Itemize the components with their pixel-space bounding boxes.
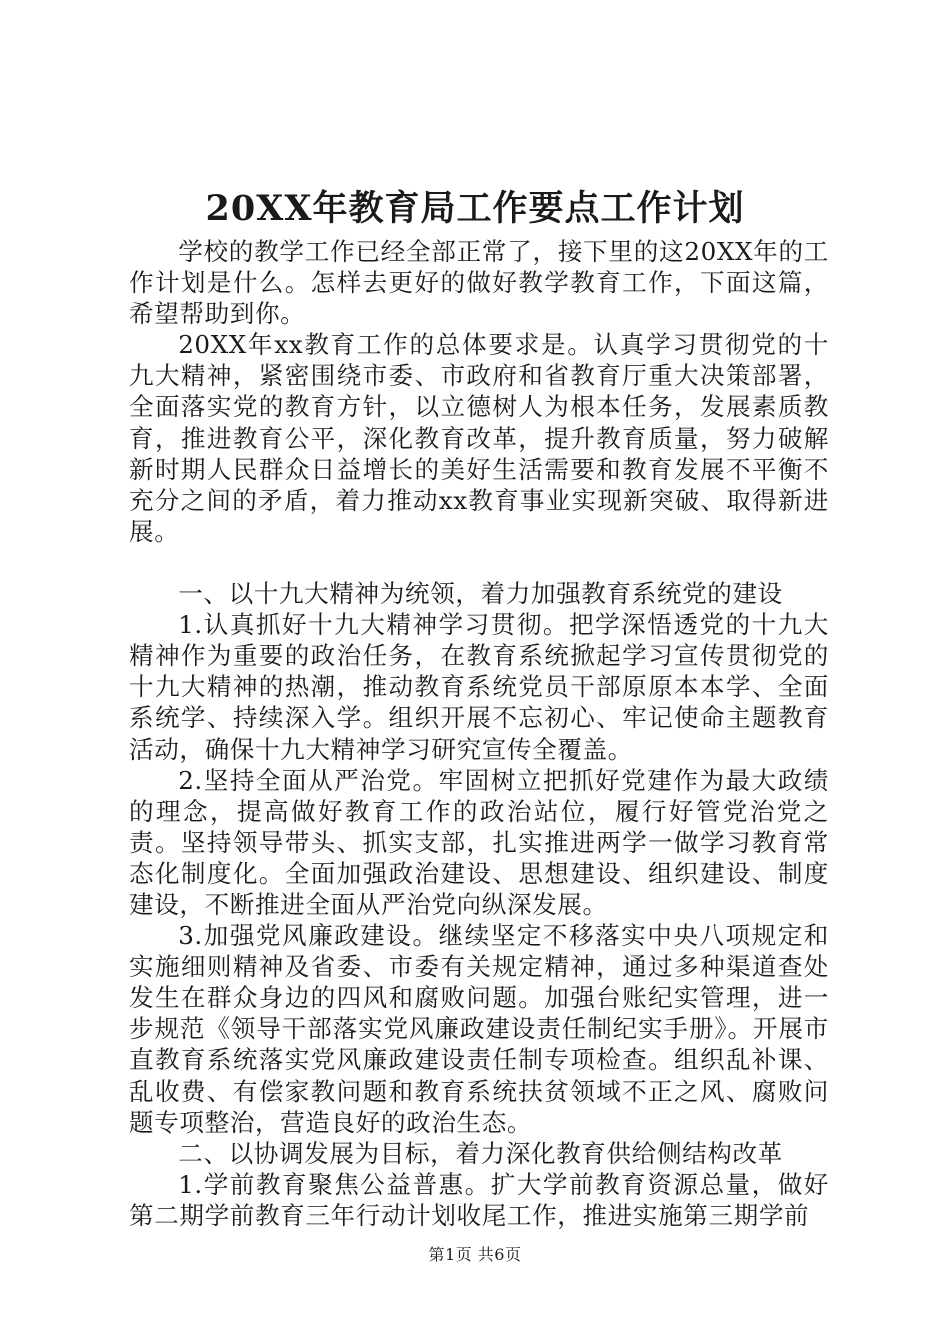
paragraph-overall-requirements: 20XX年xx教育工作的总体要求是。认真学习贯彻党的十九大精神，紧密围绕市委、市政府和省教育厅重大决策部署，全面落实党的教育方针，以立德树人为根本任务，发展素质教育，推进教育公平，深化教育改革，提升教育质量，努力破解新时期人民群众日益增长的美好生活需要和教育发展不平衡不充分之间的矛盾，着力推动xx教育事业实现新突破、取得新进展。 — [129, 330, 829, 546]
section-heading-2: 二、以协调发展为目标，着力深化教育供给侧结构改革 — [178, 1138, 783, 1168]
paragraph-item-1-2: 2.坚持全面从严治党。牢固树立把抓好党建作为最大政绩的理念，提高做好教育工作的政治站位，履行好管党治党之责。坚持领导带头、抓实支部，扎实推进两学一做学习教育常态化制度化。全面加强政治建设、思想建设、组织建设、制度建设，不断推进全面从严治党向纵深发展。 — [129, 765, 829, 919]
blank-line — [129, 547, 829, 578]
document-body — [129, 236, 829, 1231]
paragraph-item-2-1: 1.学前教育聚焦公益普惠。扩大学前教育资源总量，做好第二期学前教育三年行动计划收尾工作，推进实施第三期学前 — [129, 1169, 829, 1230]
section-heading-1: 一、以十九大精神为统领，着力加强教育系统党的建设 — [178, 579, 783, 609]
paragraph-item-1-3: 3.加强党风廉政建设。继续坚定不移落实中央八项规定和实施细则精神及省委、市委有关规定精神，通过多种渠道查处发生在群众身边的四风和腐败问题。加强台账纪实管理，进一步规范《领导干部落实党风廉政建设责任制纪实手册》。开展市直教育系统落实党风廉政建设责任制专项检查。组织乱补课、乱收费、有偿家教问题和教育系统扶贫领域不正之风、腐败问题专项整治，营造良好的政治生态。 — [129, 921, 829, 1137]
paragraph-intro: 学校的教学工作已经全部正常了，接下里的这20XX年的工作计划是什么。怎样去更好的做好教学教育工作，下面这篇，希望帮助到你。 — [129, 237, 829, 329]
document-title: 20XX年教育局工作要点工作计划 — [205, 188, 745, 229]
paragraph-item-1-1: 1.认真抓好十九大精神学习贯彻。把学深悟透党的十九大精神作为重要的政治任务，在教育系统掀起学习宣传贯彻党的十九大精神的热潮，推动教育系统党员干部原原本本学、全面系统学、持续深入学。组织开展不忘初心、牢记使命主题教育活动，确保十九大精神学习研究宣传全覆盖。 — [129, 610, 829, 764]
page-number: 第1页 共6页 — [428, 1245, 522, 1264]
